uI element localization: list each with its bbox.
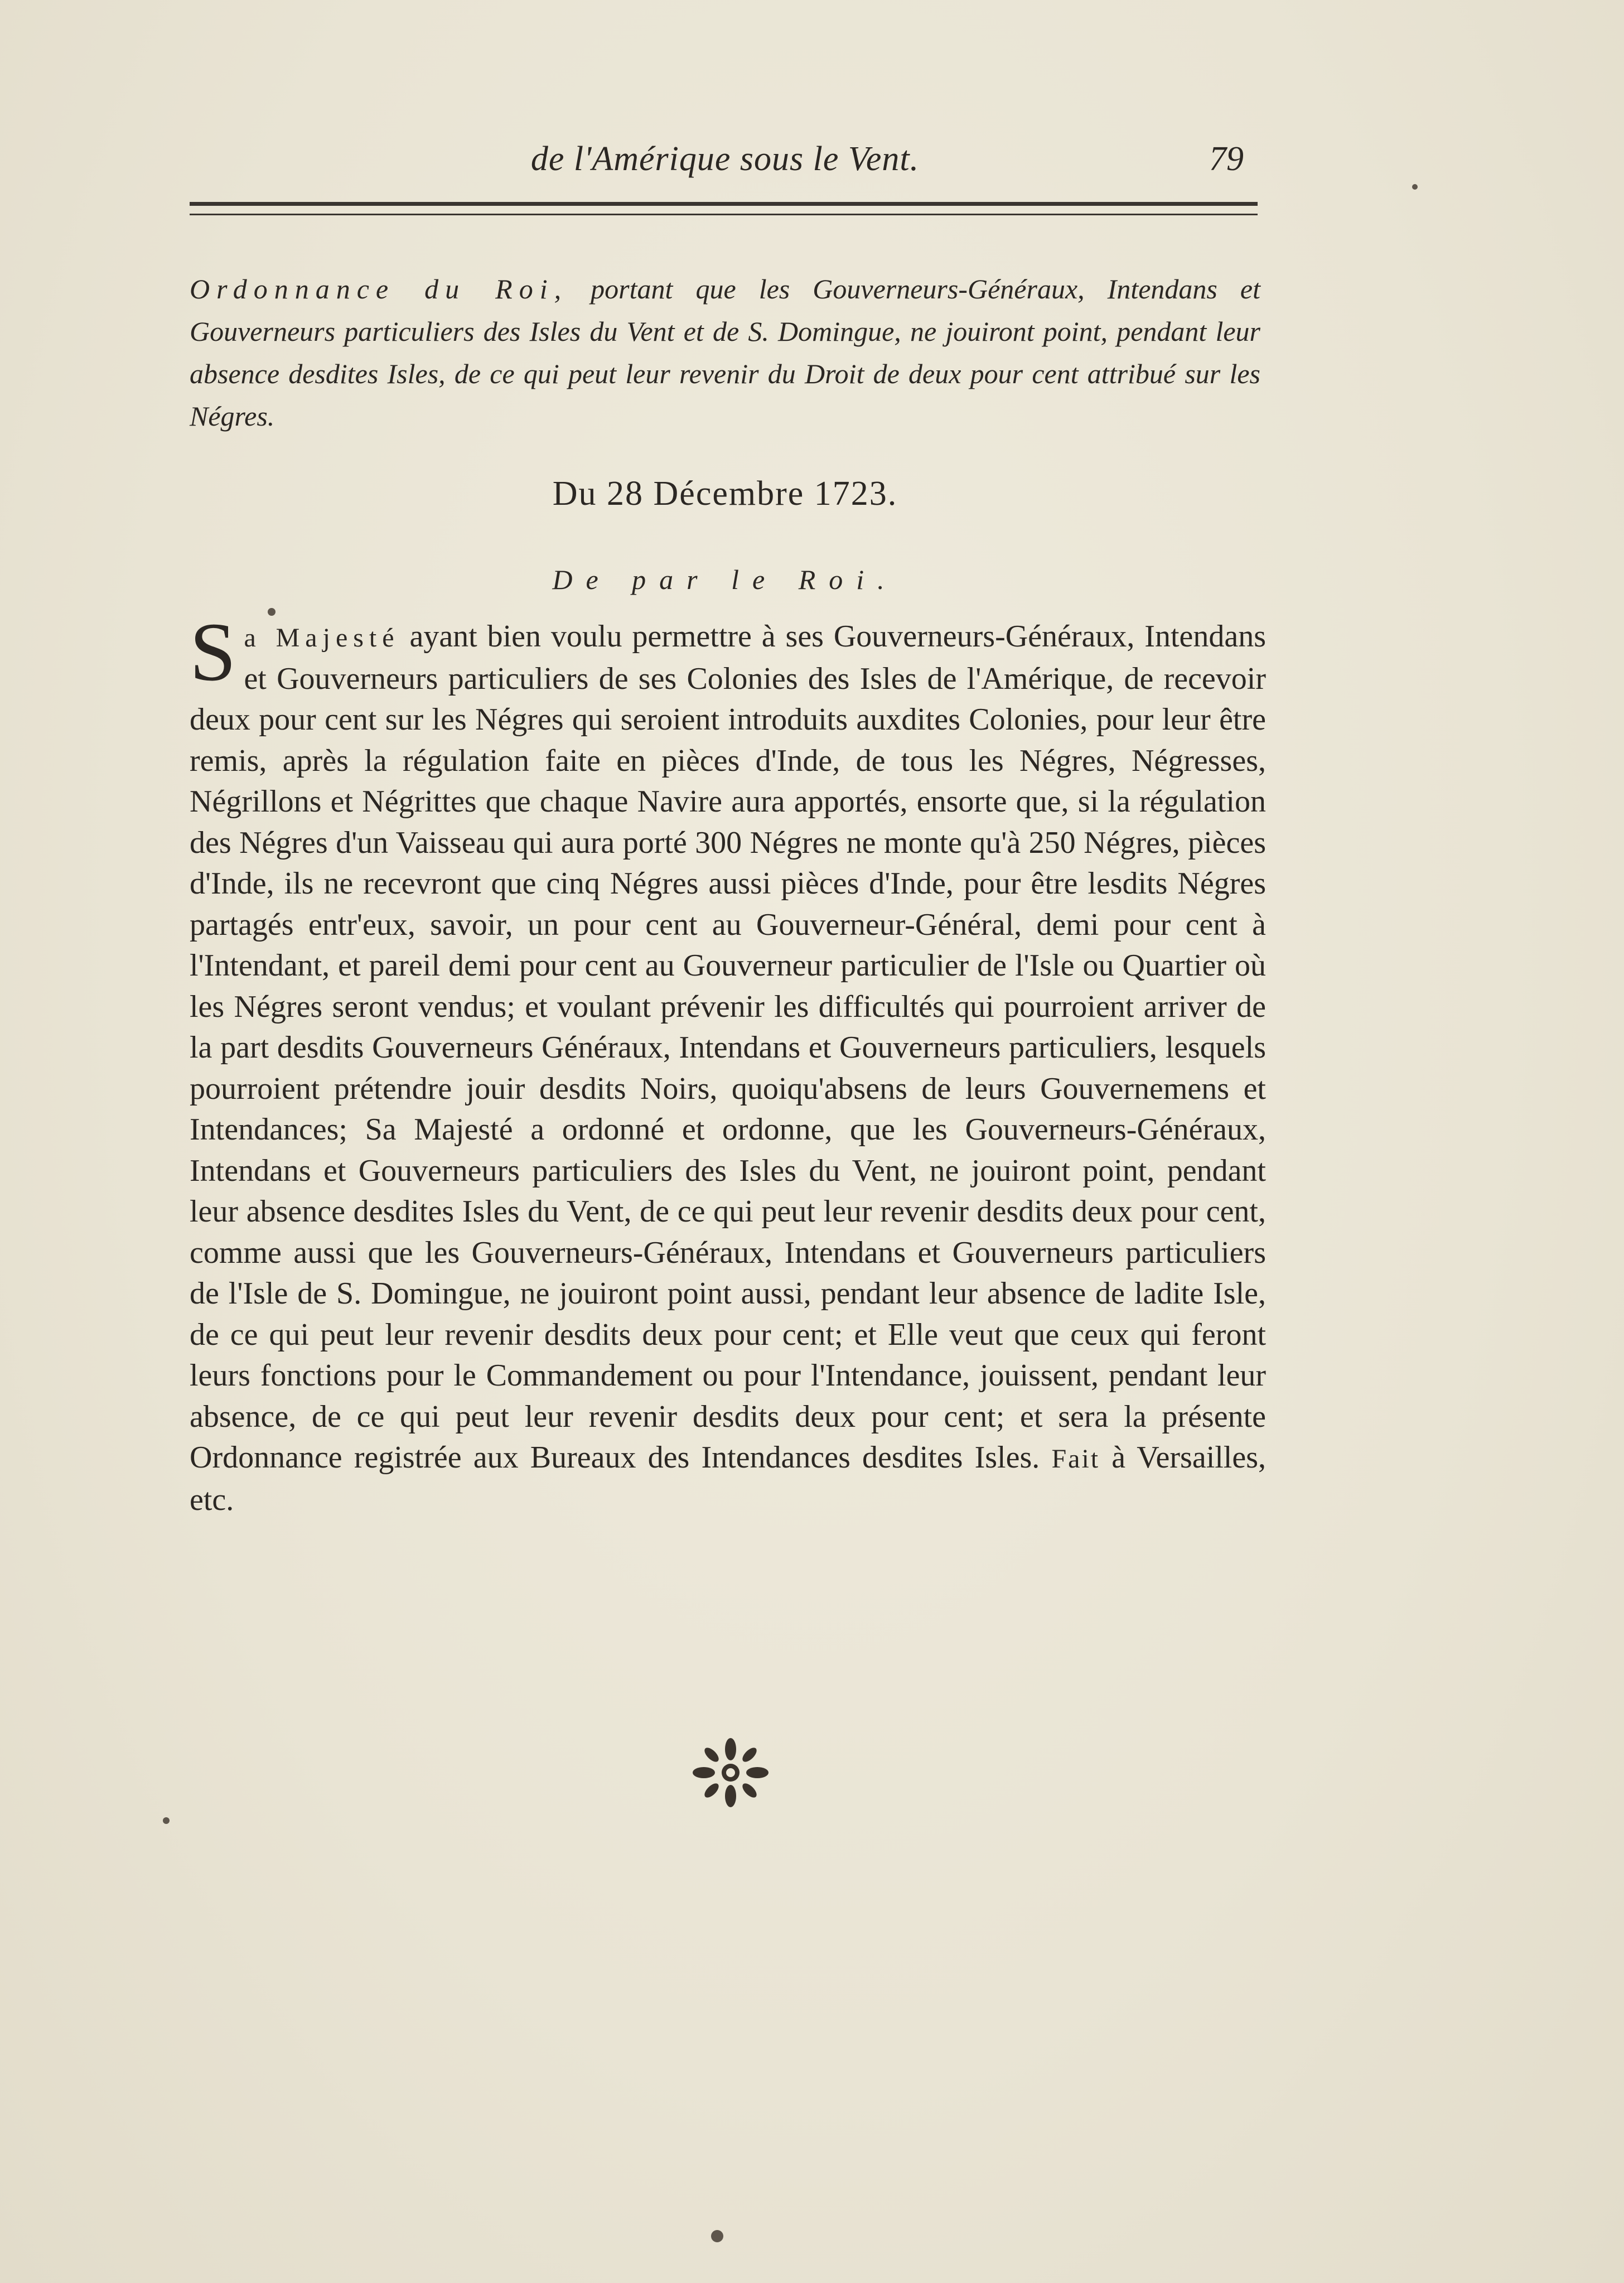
ink-spot	[711, 2230, 723, 2242]
drop-cap: S	[190, 606, 236, 698]
ordinance-title	[190, 268, 1260, 437]
ordinance-title-rest: portant que les Gouverneurs-Généraux, Intendans et Gouverneurs particuliers des Isles du Vent et de S. Domingue, ne jouiront point, pendant leur absence desdites Isles, de ce qui peut leur revenir du Droit de deux pour cent attribué sur les Négres.	[190, 273, 1261, 432]
page-number: 79	[1209, 140, 1244, 178]
body-paragraph: ayant bien voulu permettre à ses Gouverneurs-Généraux, Intendans et Gouverneurs particuliers de ses Colonies des Isles de l'Amérique, de recevoir deux pour cent sur les Négres qui seroient introduits auxdites Colonies, pour leur être remis, après la régulation faite en pièces d'Inde, de tous les Négres, Négresses, Négrillons et Négrittes que chaque Navire aura apportés, ensorte que, si la régulation des Négres d'un Vaisseau qui aura porté 300 Négres ne monte qu'à 250 Négres, pièces d'Inde, ils ne recevront que cinq Négres aussi pièces d'Inde, pour être lesdits Négres partagés entr'eux, savoir, un pour cent au Gouverneur-Général, demi pour cent à l'Intendant, et pareil demi pour cent au Gouverneur particulier de l'Isle ou Quartier où les Négres seront vendus; et voulant prévenir les difficultés qui pourroient arriver de la part desdits Gouverneurs Généraux, Intendans et Gouverneurs particuliers, lesquels pourroient prétendre jouir desdits Noirs, quoiqu'absens de leurs Gouvernemens et Intendances; Sa Majesté a ordonné et ordonne, que les Gouverneurs-Généraux, Intendans et Gouverneurs particuliers des Isles du Vent, ne jouiront point, pendant leur absence desdites Isles du Vent, de ce qui peut leur revenir desdits deux pour cent, comme aussi que les Gouverneurs-Généraux, Intendans et Gouverneurs particuliers de l'Isle de S. Domingue, ne jouiront point aussi, pendant leur absence de ladite Isle, de ce qui peut leur revenir desdits deux pour cent; et Elle veut que ceux qui feront leurs fonctions pour le Commandement ou pour l'Intendance, jouissent, pendant leur absence, de ce qui peut leur revenir desdits deux pour cent; et sera la présente Ordonnance registrée aux Bureaux des Intendances desdites Isles.	[190, 619, 1267, 1475]
ordinance-title-lead: Ordonnance du Roi,	[190, 273, 568, 305]
royal-heading: De par le Roi.	[552, 564, 898, 595]
ordinance-date: Du 28 Décembre 1723.	[552, 475, 898, 513]
ink-spot	[1412, 184, 1418, 190]
fleuron-ornament-icon	[686, 1734, 775, 1812]
body-smallcaps-opening: a Majesté	[244, 623, 400, 653]
header-rule	[190, 202, 1258, 215]
ink-spot	[268, 608, 276, 616]
running-head	[190, 139, 1260, 190]
running-title: de l'Amérique sous le Vent.	[530, 140, 920, 178]
ordinance-body	[190, 606, 1267, 1521]
body-closing: à Versailles, etc.	[190, 1440, 1267, 1517]
body-fait: Fait	[1051, 1444, 1100, 1474]
ink-spot	[163, 1817, 170, 1824]
